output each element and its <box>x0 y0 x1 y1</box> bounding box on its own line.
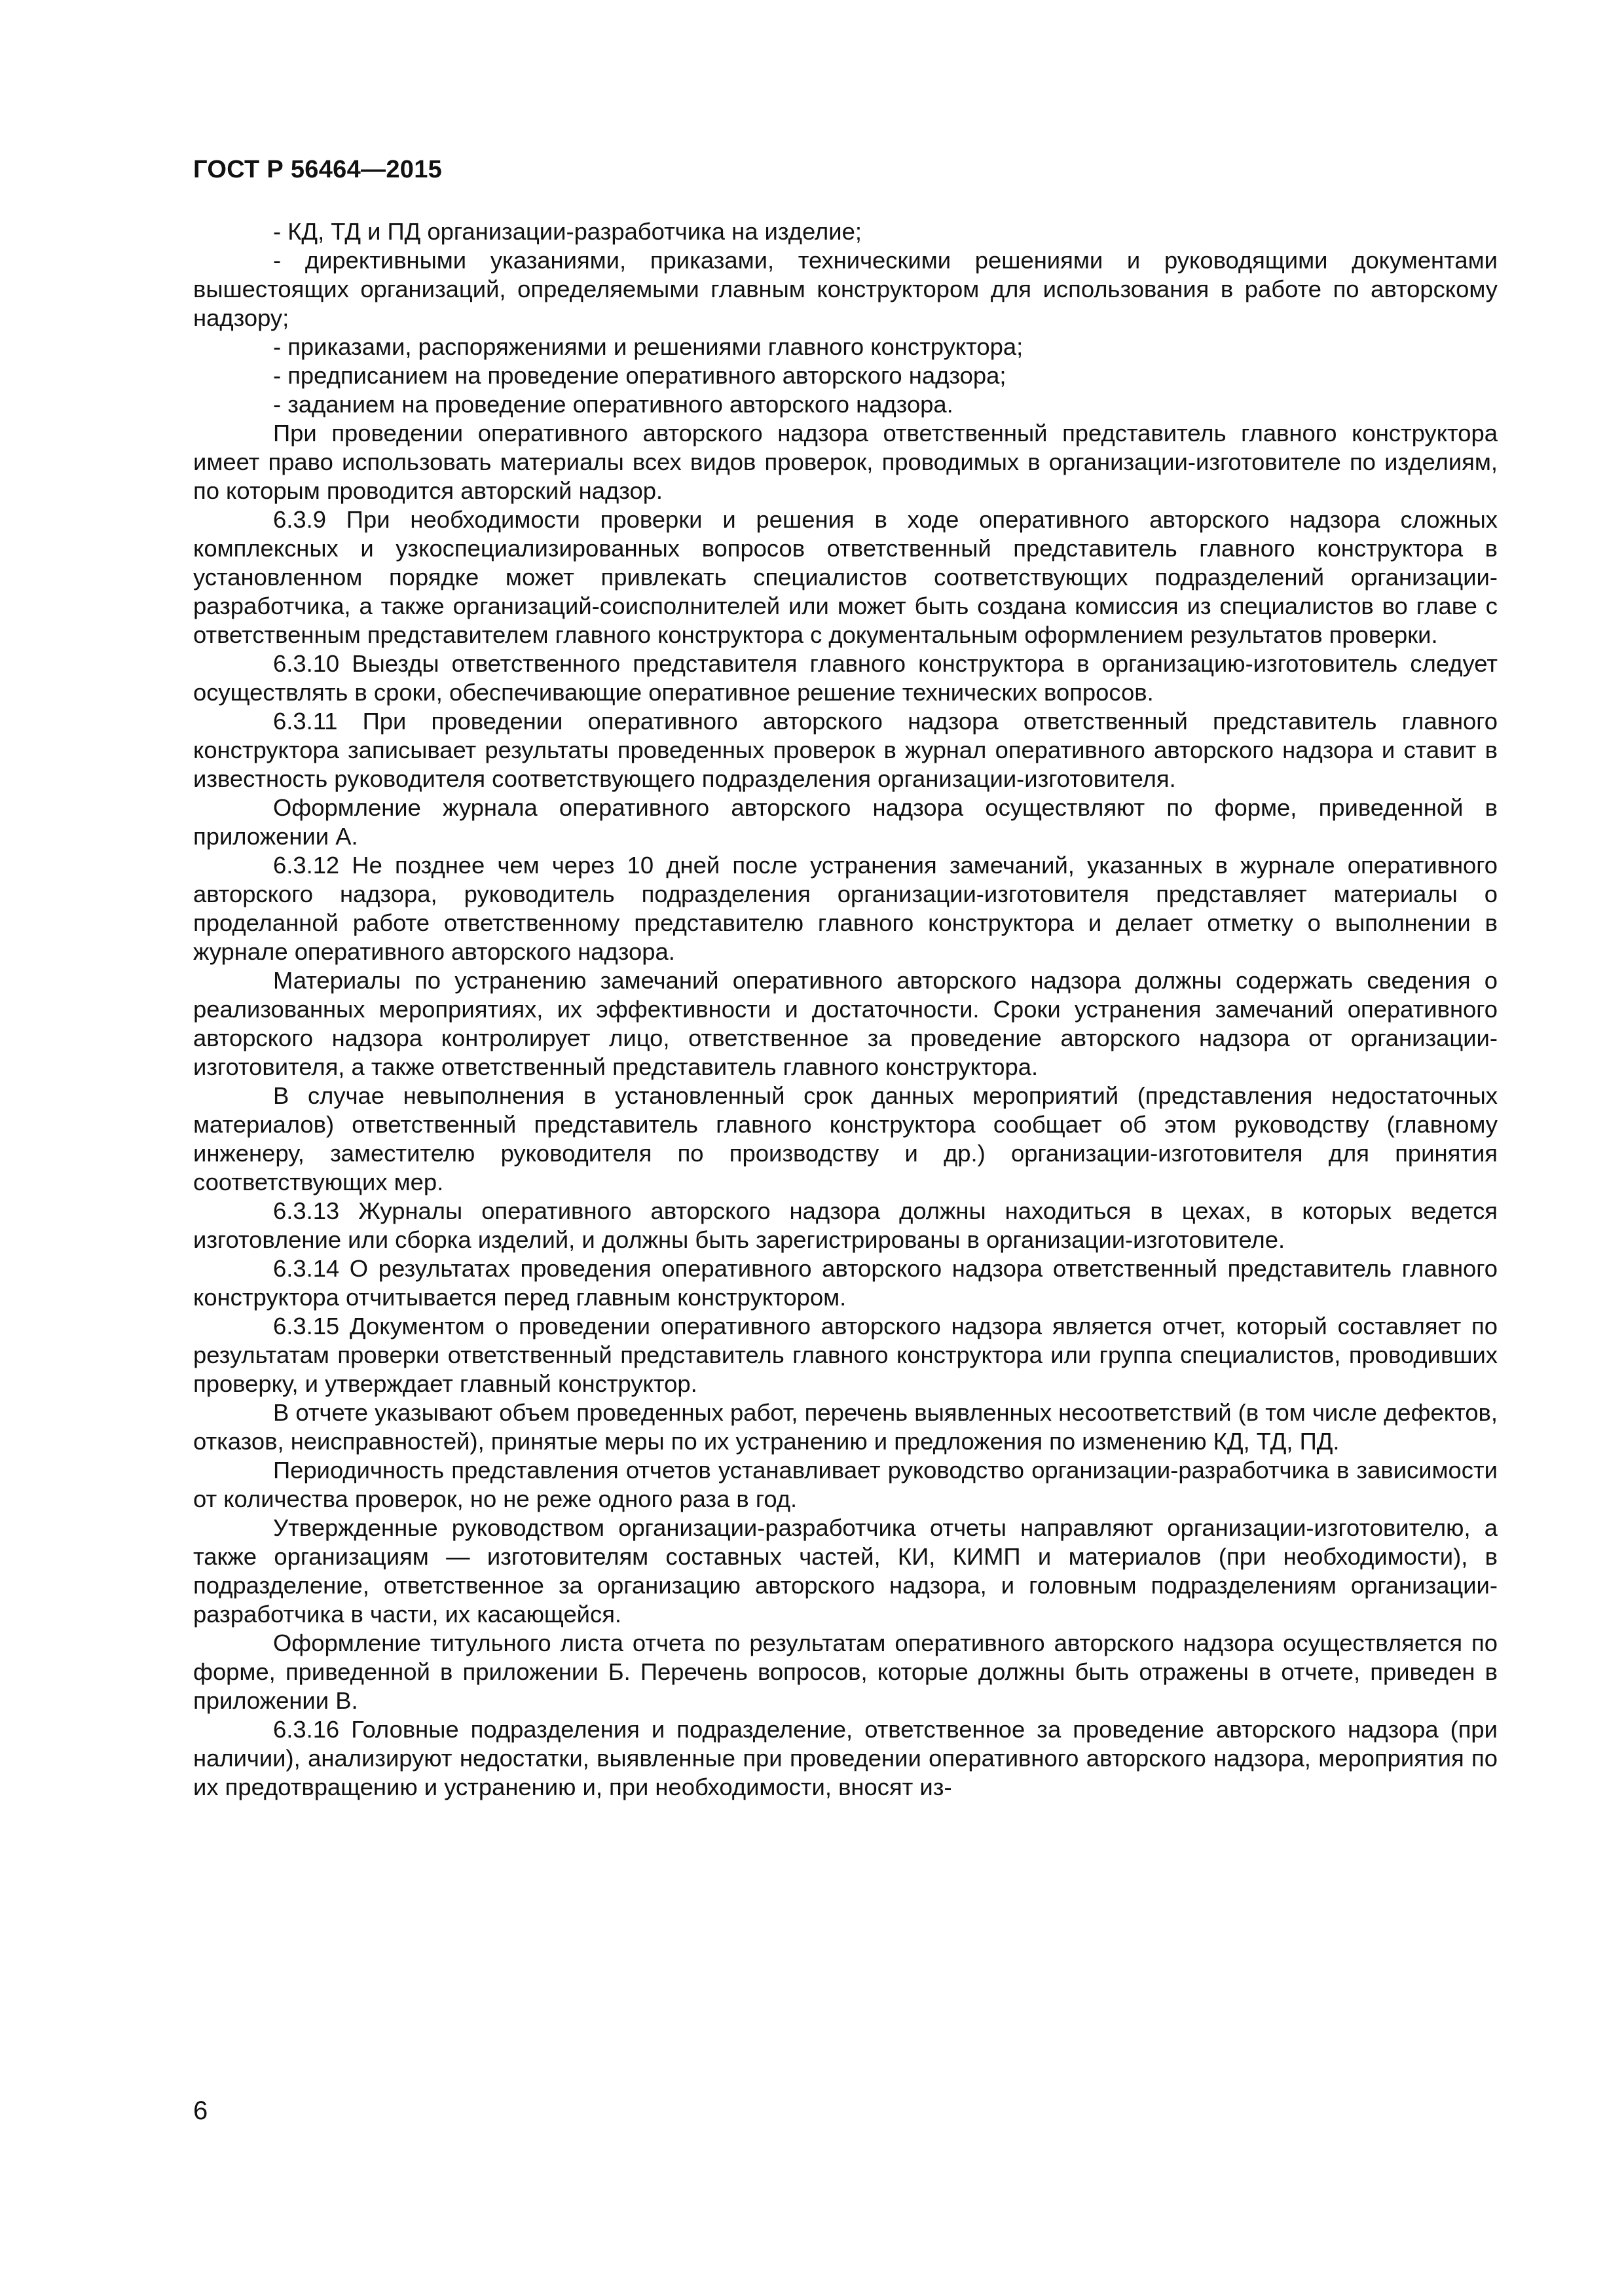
paragraph: В случае невыполнения в установленный срок данных мероприятий (представления недостаточных материалов) ответственный представитель главного конструктора сообщает об этом руководству (главному инженеру, заместителю руководителя по производству и др.) организации-изготовителя для принятия соответствующих мер. <box>193 1082 1498 1195</box>
paragraph: Утвержденные руководством организации-разработчика отчеты направляют организации-изготовителю, а также организациям — изготовителям составных частей, КИ, КИМП и материалов (при необходимости), в подразделение, ответственное за организацию авторского надзора, и головным подразделениям организации-разработчика в части, их касающейся. <box>193 1514 1498 1628</box>
paragraph: Материалы по устранению замечаний оперативного авторского надзора должны содержать сведения о реализованных мероприятиях, их эффективности и достаточности. Сроки устранения замечаний оперативного авторского надзора контролирует лицо, ответственное за проведение авторского надзора от организации-изготовителя, а также ответственный представитель главного конструктора. <box>193 967 1498 1080</box>
paragraph-6-3-13: 6.3.13 Журналы оперативного авторского надзора должны находиться в цехах, в которых ведется изготовление или сборка изделий, и должны быть зарегистрированы в организации-изготовителе. <box>193 1197 1498 1253</box>
paragraph: - предписанием на проведение оперативного авторского надзора; <box>273 362 1006 389</box>
paragraph-6-3-15: 6.3.15 Документом о проведении оперативного авторского надзора является отчет, который составляет по результатам проверки ответственный представитель главного конструктора или группа специалистов, проводивших проверку, и утверждает главный конструктор. <box>193 1313 1498 1397</box>
paragraph: - КД, ТД и ПД организации-разработчика на изделие; <box>273 218 862 245</box>
paragraph: - директивными указаниями, приказами, техническими решениями и руководящими документами вышестоящих организаций, определяемыми главным конструктором для использования в работе по авторскому надзору; <box>193 247 1498 331</box>
paragraph-6-3-11: 6.3.11 При проведении оперативного авторского надзора ответственный представитель главного конструктора записывает результаты проведенных проверок в журнал оперативного авторского надзора и ставит в известность руководителя соответствующего подразделения организации-изготовителя. <box>193 708 1498 792</box>
paragraph-6-3-12: 6.3.12 Не позднее чем через 10 дней после устранения замечаний, указанных в журнале оперативного авторского надзора, руководитель подразделения организации-изготовителя представляет материалы о проделанной работе ответственному представителю главного конструктора и делает отметку о выполнении в журнале оперативного авторского надзора. <box>193 852 1498 965</box>
paragraph: Периодичность представления отчетов устанавливает руководство организации-разработчика в зависимости от количества проверок, но не реже одного раза в год. <box>193 1457 1498 1512</box>
paragraph: Оформление журнала оперативного авторского надзора осуществляют по форме, приведенной в приложении А. <box>193 794 1498 850</box>
paragraph: - заданием на проведение оперативного авторского надзора. <box>273 391 953 418</box>
paragraph-6-3-14: 6.3.14 О результатах проведения оперативного авторского надзора ответственный представитель главного конструктора отчитывается перед главным конструктором. <box>193 1255 1498 1311</box>
paragraph: Оформление титульного листа отчета по результатам оперативного авторского надзора осуществляется по форме, приведенной в приложении Б. Перечень вопросов, которые должны быть отражены в отчете, приведен в приложении В. <box>193 1630 1498 1714</box>
paragraph: В отчете указывают объем проведенных работ, перечень выявленных несоответствий (в том числе дефектов, отказов, неисправностей), принятые меры по их устранению и предложения по изменению КД, ТД, ПД. <box>193 1399 1498 1455</box>
paragraph: - приказами, распоряжениями и решениями главного конструктора; <box>273 333 1024 360</box>
paragraph: При проведении оперативного авторского надзора ответственный представитель главного конструктора имеет право использовать материалы всех видов проверок, проводимых в организации-изготовителе по изделиям, по которым проводится авторский надзор. <box>193 420 1498 504</box>
document-body <box>193 217 1498 1802</box>
paragraph-6-3-16: 6.3.16 Головные подразделения и подразделение, ответственное за проведение авторского надзора (при наличии), анализируют недостатки, выявленные при проведении оперативного авторского надзора, мероприятия по их предотвращению и устранению и, при необходимости, вносят из- <box>193 1716 1498 1800</box>
paragraph-6-3-9: 6.3.9 При необходимости проверки и решения в ходе оперативного авторского надзора сложных комплексных и узкоспециализированных вопросов ответственный представитель главного конструктора в установленном порядке может привлекать специалистов соответствующих подразделений организации-разработчика, а также организаций-соисполнителей или может быть создана комиссия из специалистов во главе с ответственным представителем главного конструктора с документальным оформлением результатов проверки. <box>193 506 1498 648</box>
standard-code-header: ГОСТ Р 56464—2015 <box>193 156 443 183</box>
page-number: 6 <box>193 2096 208 2125</box>
paragraph-6-3-10: 6.3.10 Выезды ответственного представителя главного конструктора в организацию-изготовитель следует осуществлять в сроки, обеспечивающие оперативное решение технических вопросов. <box>193 650 1498 706</box>
